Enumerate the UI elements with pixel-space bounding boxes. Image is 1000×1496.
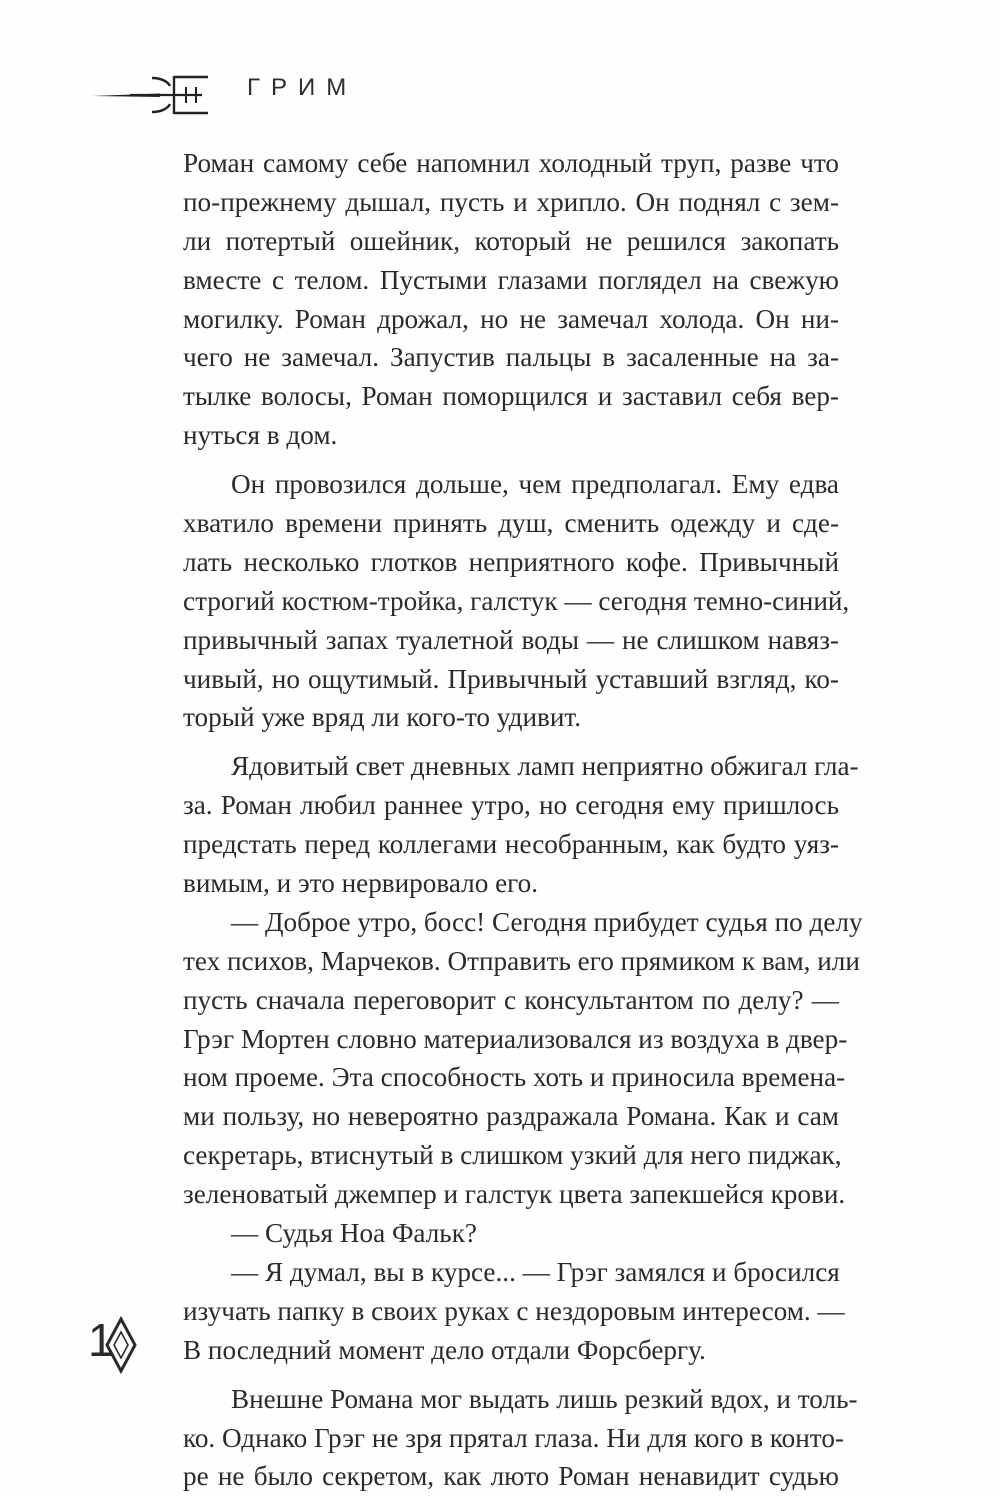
text-line: Грэг Мортен словно материализовался из воздуха в двер- <box>183 1023 848 1054</box>
paragraph-gap <box>183 455 839 465</box>
text-line: ми пользу, но невероятно раздражала Романа. Как и сам <box>183 1101 839 1132</box>
text-line: чего не замечал. Запустив пальцы в засаленные на за- <box>183 342 839 373</box>
text-line: торый уже вряд ли кого-то удивит. <box>183 702 582 733</box>
running-head <box>90 70 490 120</box>
text-line: секретарь, втиснутый в слишком узкий для него пиджак, <box>183 1140 842 1171</box>
book-title: ГРИМ <box>247 74 358 101</box>
text-line: ре не было секретом, как люто Роман ненавидит судью <box>183 1461 839 1492</box>
text-line: зеленоватый джемпер и галстук цвета запекшейся крови. <box>183 1179 846 1210</box>
text-line: нуться в дом. <box>183 420 338 451</box>
paragraph-gap <box>183 737 839 747</box>
text-line: тылке волосы, Роман поморщился и заставил себя вер- <box>183 381 839 412</box>
text-line: вимым, и это нервировало его. <box>183 868 539 899</box>
text-line: — Доброе утро, босс! Сегодня прибудет судья по делу <box>231 906 863 937</box>
text-line: ко. Однако Грэг не зря прятал глаза. Ни для кого в конто- <box>183 1422 844 1453</box>
text-line: Роман самому себе напомнил холодный труп, разве что <box>183 148 839 178</box>
page-number-zero-ornament <box>104 1316 138 1374</box>
text-line: вместе с телом. Пустыми глазами поглядел на свежую <box>183 264 839 295</box>
text-line: В последний момент дело отдали Форсбергу. <box>183 1334 706 1365</box>
text-line: Ядовитый свет дневных ламп неприятно обжигал гла- <box>231 751 859 782</box>
text-line: Он провозился дольше, чем предполагал. Ему едва <box>231 469 839 500</box>
page-number-digit-one: 1 <box>88 1314 114 1366</box>
text-line: пусть сначала переговорит с консультантом по делу? — <box>183 984 839 1015</box>
text-line: — Судья Ноа Фальк? <box>231 1218 477 1249</box>
text-line: ли потертый ошейник, который не решился закопать <box>183 225 839 256</box>
text-line: за. Роман любил раннее утро, но сегодня ему пришлось <box>183 790 839 821</box>
text-line: Внешне Романа мог выдать лишь резкий вдох, и толь- <box>231 1383 858 1414</box>
page-number <box>88 1310 148 1380</box>
paragraph-gap <box>183 1370 839 1380</box>
text-line: по-прежнему дышал, пусть и хрипло. Он поднял с зем- <box>183 186 839 217</box>
text-line: тех психов, Марчеков. Отправить его прямиком к вам, или <box>183 945 860 976</box>
text-line: привычный запах туалетной воды — не слишком навяз- <box>183 624 839 655</box>
body-text <box>183 144 863 1496</box>
text-line: — Я думал, вы в курсе... — Грэг замялся и бросился <box>231 1256 840 1287</box>
text-line: изучать папку в своих руках с нездоровым интересом. — <box>183 1295 845 1326</box>
text-line: строгий костюм-тройка, галстук — сегодня темно-синий, <box>183 585 850 616</box>
text-line: ном проеме. Эта способность хоть и приносила времена- <box>183 1062 846 1093</box>
text-line: предстать перед коллегами несобранным, как будто уяз- <box>183 829 839 860</box>
text-line: чивый, но ощутимый. Привычный уставший взгляд, ко- <box>183 663 839 694</box>
text-line: хватило времени принять душ, сменить одежду и сде- <box>183 508 839 539</box>
text-line: лать несколько глотков неприятного кофе. Привычный <box>183 546 839 577</box>
quill-ornament-icon <box>90 70 240 120</box>
text-line: могилку. Роман дрожал, но не замечал холода. Он ни- <box>183 303 839 334</box>
